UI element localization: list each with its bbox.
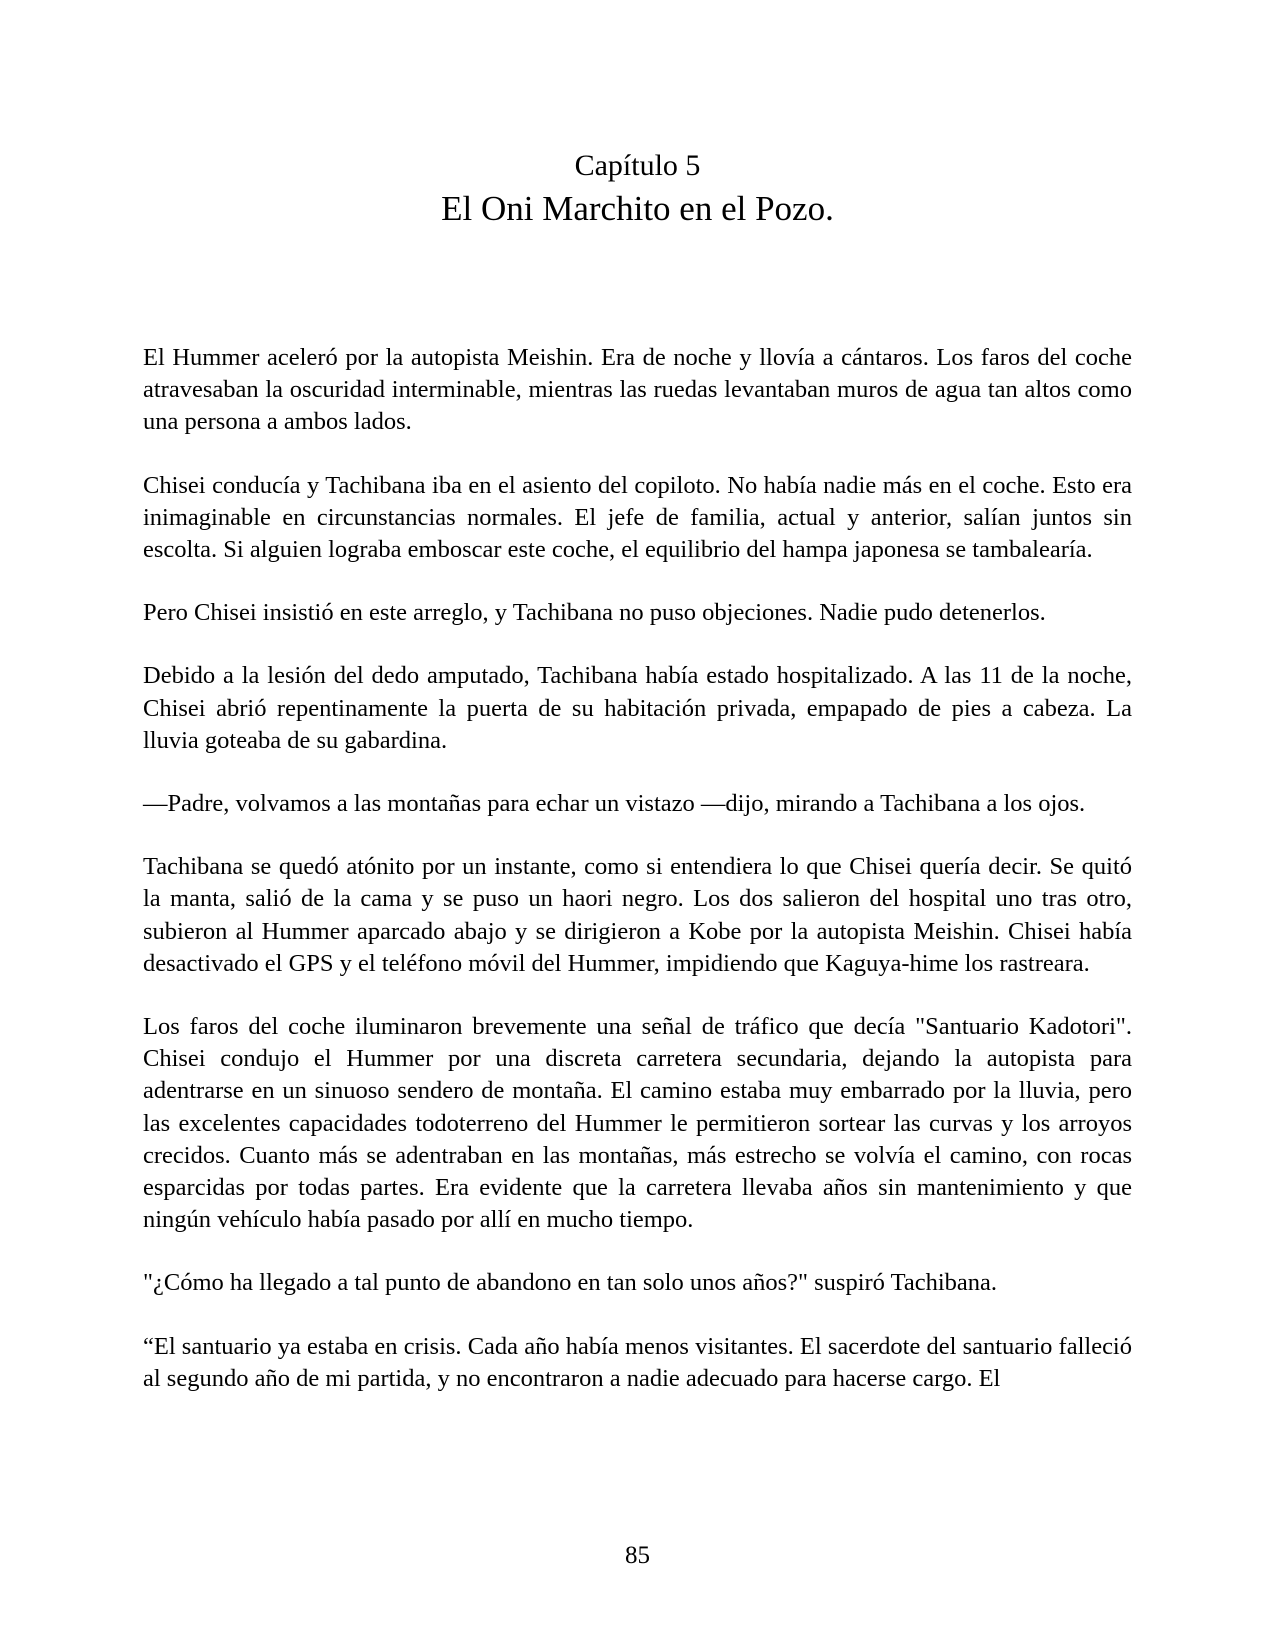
chapter-title: El Oni Marchito en el Pozo. [441, 189, 834, 228]
page-footer [0, 1540, 1275, 1572]
chapter-header [0, 0, 1275, 232]
paragraph-6: Tachibana se quedó atónito por un instante, como si entendiera lo que Chisei quería decir. Se quitó la manta, salió de la cama y se puso un haori negro. Los dos salieron del hospital uno tras otro, subieron al Hummer aparcado abajo y se dirigieron a Kobe por la autopista Meishin. Chisei había desactivado el GPS y el teléfono móvil del Hummer, impidiendo que Kaguya-hime los rastreara. [143, 853, 1132, 977]
paragraph-3: Pero Chisei insistió en este arreglo, y Tachibana no puso objeciones. Nadie pudo detenerlos. [143, 599, 1046, 627]
paragraph-4: Debido a la lesión del dedo amputado, Tachibana había estado hospitalizado. A las 11 de la noche, Chisei abrió repentinamente la puerta de su habitación privada, empapado de pies a cabeza. La lluvia goteaba de su gabardina. [143, 662, 1132, 754]
paragraph-5-dialogue: —Padre, volvamos a las montañas para echar un vistazo —dijo, mirando a Tachibana a los ojos. [143, 790, 1086, 818]
page-number: 85 [625, 1542, 650, 1569]
paragraph-9-dialogue: “El santuario ya estaba en crisis. Cada año había menos visitantes. El sacerdote del santuario falleció al segundo año de mi partida, y no encontraron a nadie adecuado para hacerse cargo. El [143, 1332, 1132, 1392]
paragraph-1: El Hummer aceleró por la autopista Meishin. Era de noche y llovía a cántaros. Los faros del coche atravesaban la oscuridad interminable, mientras las ruedas levantaban muros de agua tan altos como una persona a ambos lados. [143, 344, 1132, 436]
chapter-label: Capítulo 5 [574, 149, 701, 182]
paragraph-2: Chisei conducía y Tachibana iba en el asiento del copiloto. No había nadie más en el coche. Esto era inimaginable en circunstancias normales. El jefe de familia, actual y anterior, salían juntos sin escolta. Si alguien lograba emboscar este coche, el equilibrio del hampa japonesa se tambalearía. [143, 471, 1132, 564]
chapter-body [143, 342, 1132, 1395]
paragraph-8-dialogue: "¿Cómo ha llegado a tal punto de abandono en tan solo unos años?" suspiró Tachibana. [143, 1269, 998, 1297]
paragraph-7: Los faros del coche iluminaron brevemente una señal de tráfico que decía "Santuario Kadotori". Chisei condujo el Hummer por una discreta carretera secundaria, dejando la autopista para adentrarse en un sinuoso sendero de montaña. El camino estaba muy embarrado por la lluvia, pero las excelentes capacidades todoterreno del Hummer le permitieron sortear las curvas y los arroyos crecidos. Cuanto más se adentraban en las montañas, más estrecho se volvía el camino, con rocas esparcidas por todas partes. Era evidente que la carretera llevaba años sin mantenimiento y que ningún vehículo había pasado por allí en mucho tiempo. [143, 1013, 1132, 1234]
